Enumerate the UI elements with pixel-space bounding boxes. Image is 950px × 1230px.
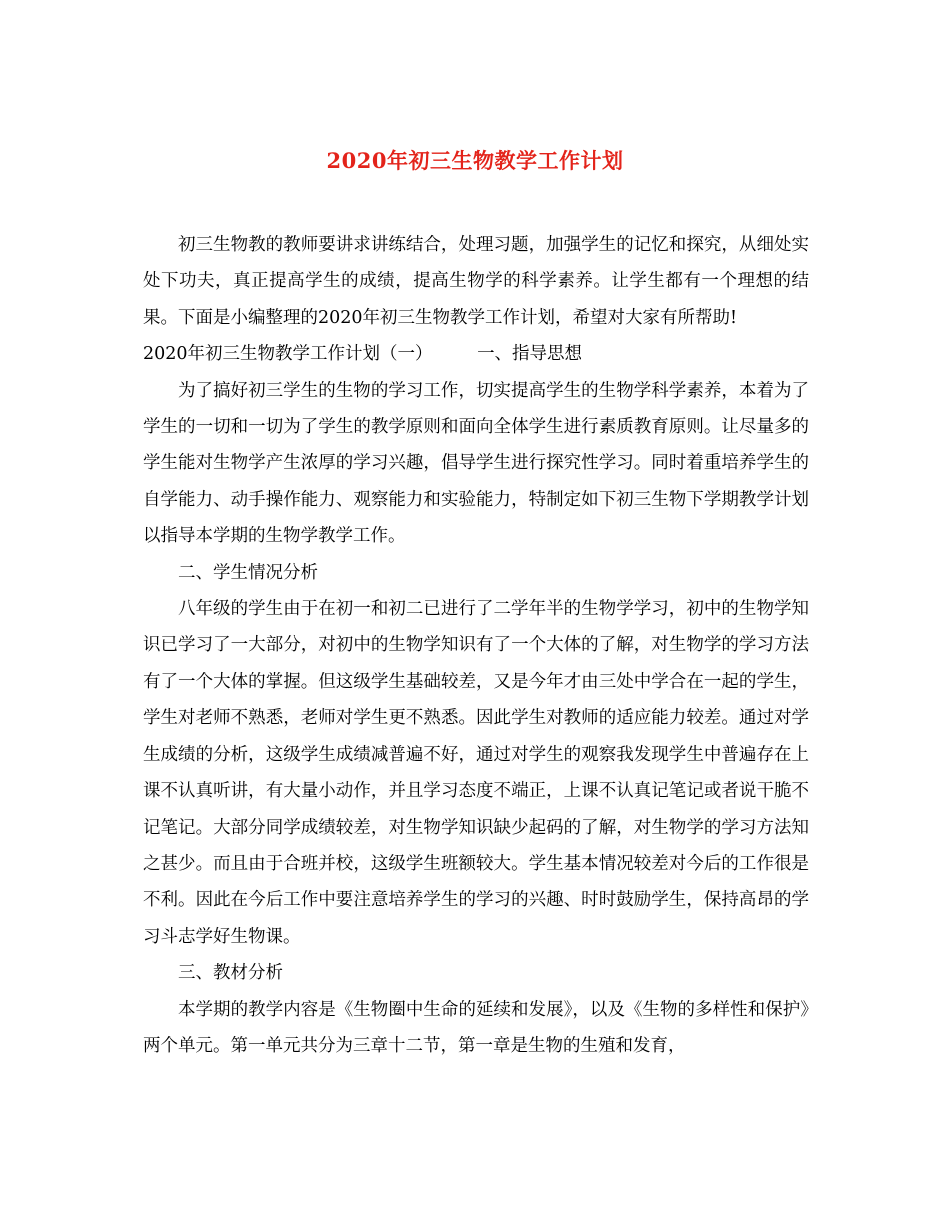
plan-heading-line xyxy=(143,336,809,372)
section3-paragraph: 本学期的教学内容是《生物圈中生命的延续和发展》，以及《生物的多样性和保护》两个单元。第一单元共分为三章十二节，第一章是生物的生殖和发育， xyxy=(143,999,809,1056)
section2-paragraph: 八年级的学生由于在初一和初二已进行了二学年半的生物学学习，初中的生物学知识已学习了一大部分，对初中的生物学知识有了一个大体的了解，对生物学的学习方法有了一个大体的掌握。但这级学生基础较差，又是今年才由三处中学合在一起的学生，学生对老师不熟悉，老师对学生更不熟悉。因此学生对教师的适应能力较差。通过对学生成绩的分析，这级学生成绩减普遍不好，通过对学生的观察我发现学生中普遍存在上课不认真听讲，有大量小动作，并且学习态度不端正，上课不认真记笔记或者说干脆不记笔记。大部分同学成绩较差，对生物学知识缺少起码的了解，对生物学的学习方法知之甚少。而且由于合班并校，这级学生班额较大。学生基本情况较差对今后的工作很是不利。因此在今后工作中要注意培养学生的学习的兴趣、时时鼓励学生，保持高昂的学习斗志学好生物课。 xyxy=(143,599,809,947)
section2-heading: 二、学生情况分析 xyxy=(178,562,318,583)
intro-paragraph: 初三生物教的教师要讲求讲练结合，处理习题，加强学生的记忆和探究，从细处实处下功夫，真正提高学生的成绩，提高生物学的科学素养。让学生都有一个理想的结果。下面是小编整理的2020年初三生物教学工作计划，希望对大家有所帮助! xyxy=(143,235,809,328)
plan-heading: 2020年初三生物教学工作计划（一） xyxy=(143,344,433,365)
section3-heading: 三、教材分析 xyxy=(178,963,283,984)
document-title: 2020年初三生物教学工作计划 xyxy=(326,148,624,173)
section1-heading: 一、指导思想 xyxy=(477,344,583,365)
section1-paragraph: 为了搞好初三学生的生物的学习工作，切实提高学生的生物学科学素养，本着为了学生的一切和一切为了学生的教学原则和面向全体学生进行素质教育原则。让尽量多的学生能对生物学产生浓厚的学习兴趣，倡导学生进行探究性学习。同时着重培养学生的自学能力、动手操作能力、观察能力和实验能力，特制定如下初三生物下学期教学计划以指导本学期的生物学教学工作。 xyxy=(143,380,809,547)
document-body xyxy=(143,227,809,1064)
